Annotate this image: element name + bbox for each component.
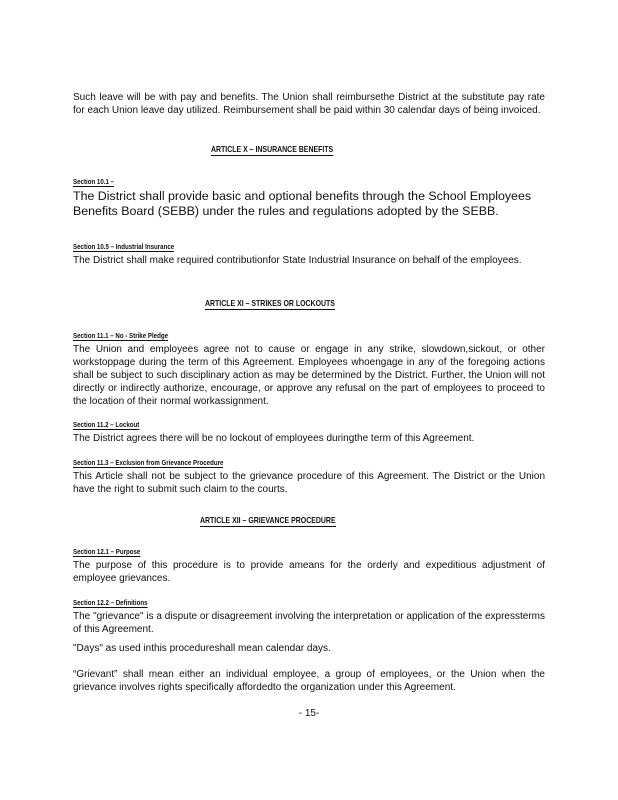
section-10-5-text: The District shall make required contributionfor State Industrial Insurance on behalf of the employees. (73, 255, 522, 266)
grievant-definition-block (73, 668, 545, 694)
section-12-2-text: The "grievance" is a dispute or disagreement involving the interpretation or application of the expressterms of this Agreement. (73, 611, 545, 635)
article-12-heading: ARTICLE XII – GRIEVANCE PROCEDURE (200, 516, 336, 525)
section-12-2-block (73, 592, 545, 636)
days-definition: "Days" as used inthis procedureshall mean calendar days. (73, 643, 331, 654)
section-11-2-text: The District agrees there will be no lockout of employees duringthe term of this Agreement. (73, 433, 475, 444)
section-10-1-block (73, 171, 545, 219)
article-11-heading: ARTICLE XI – STRIKES OR LOCKOUTS (205, 299, 335, 308)
intro-paragraph-block (73, 91, 545, 117)
page-number: - 15- (298, 708, 320, 719)
intro-paragraph: Such leave will be with pay and benefits. The Union shall reimbursethe District at the substitute pay rate for each Union leave day utilized. Reimbursement shall be paid within 30 calendar days of being invoiced. (73, 92, 545, 116)
section-11-3-block (73, 452, 545, 496)
section-12-1-label: Section 12.1 – Purpose (73, 547, 141, 556)
section-10-1-text: The District shall provide basic and optional benefits through the School Employees Benefits Board (SEBB) under the rules and regulations adopted by the SEBB. (73, 189, 532, 218)
section-11-1-text: The Union and employees agree not to cause or engage in any strike, slowdown,sickout, or other workstoppage during the term of this Agreement. Employees whoengage in any of the foregoing actions shall be subject to such disciplinary action as may be determined by the District. Further, the Union will not directly or indirectly authorize, encourage, or approve any refusal on the part of employees to proceed to the location of their normal workassignment. (73, 344, 545, 407)
section-11-1-label: Section 11.1 – No - Strike Pledge (73, 331, 169, 340)
grievant-definition: “Grievant” shall mean either an individual employee, a group of employees, or the Union when the grievance involves rights specifically affordedto the organization under this Agreement. (73, 669, 545, 693)
section-10-1-label: Section 10.1 – (73, 177, 115, 186)
section-11-2-label: Section 11.2 – Lockout (73, 420, 140, 429)
section-11-3-label: Section 11.3 – Exclusion from Grievance Procedure (73, 458, 224, 467)
section-11-3-text: This Article shall not be subject to the grievance procedure of this Agreement. The District or the Union have the right to submit such claim to the courts. (73, 471, 545, 495)
section-12-1-block (73, 541, 545, 585)
section-11-2-block (73, 414, 545, 445)
days-definition-block (73, 642, 545, 655)
section-11-1-block (73, 325, 545, 408)
section-12-1-text: The purpose of this procedure is to provide ameans for the orderly and expeditious adjustment of employee grievances. (73, 560, 545, 584)
article-10-heading: ARTICLE X – INSURANCE BENEFITS (211, 145, 334, 154)
section-12-2-label: Section 12.2 – Definitions (73, 598, 148, 607)
section-10-5-block (73, 236, 545, 267)
section-10-5-label: Section 10.5 – Industrial Insurance (73, 242, 175, 251)
